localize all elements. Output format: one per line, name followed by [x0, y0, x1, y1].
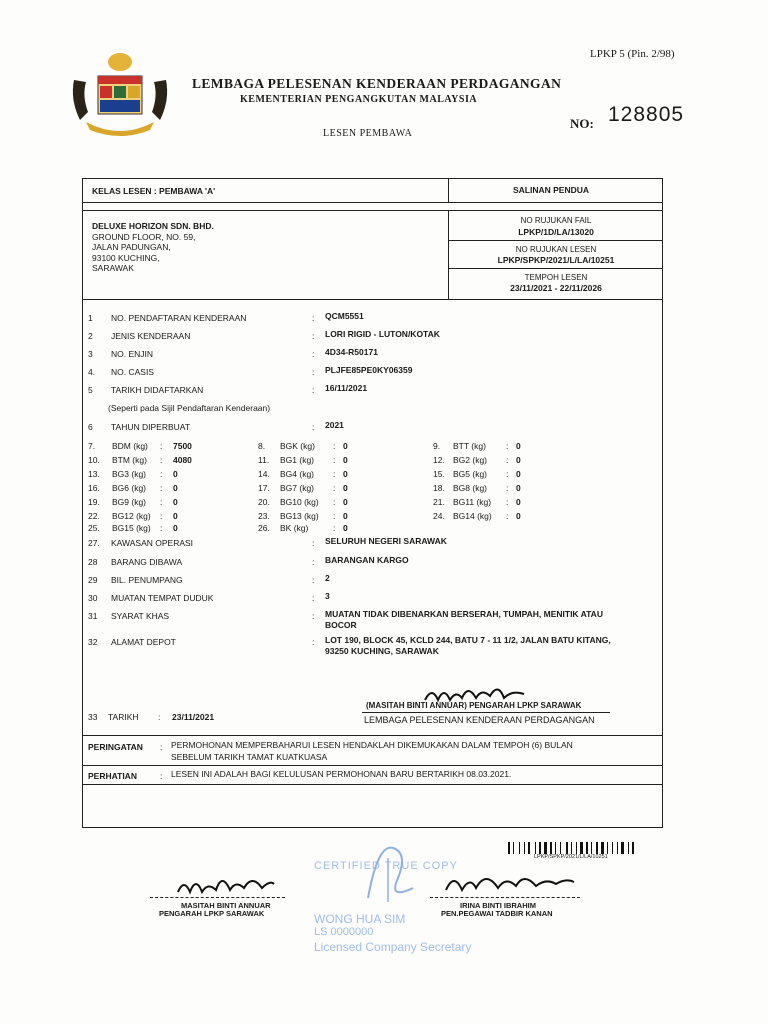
weight-value: 0 — [173, 497, 178, 507]
divider — [82, 210, 663, 211]
item-label: TARIKH DIDAFTARKAN — [111, 385, 204, 395]
signatory-name: (MASITAH BINTI ANNUAR) PENGARAH LPKP SARAWAK — [366, 701, 582, 710]
weight-number: 21. — [433, 497, 445, 507]
weight-value: 0 — [516, 511, 521, 521]
weight-label: BGK (kg) — [280, 441, 315, 451]
divider — [82, 765, 663, 766]
barcode-bar — [601, 842, 604, 854]
weight-number: 17. — [258, 483, 270, 493]
colon: : — [333, 455, 336, 465]
colon: : — [506, 455, 509, 465]
weight-label: BG7 (kg) — [280, 483, 315, 493]
item-number: 30 — [88, 593, 98, 603]
item-value: 4D34-R50171 — [325, 347, 378, 357]
weight-value: 0 — [173, 469, 178, 479]
item-number: 3 — [88, 349, 93, 359]
date-label: TARIKH — [108, 712, 139, 722]
colon: : — [160, 523, 163, 533]
stamp-signature-icon — [358, 838, 428, 908]
licence-ref-label: NO RUJUKAN LESEN — [515, 245, 597, 254]
item-label: JENIS KENDERAAN — [111, 331, 191, 341]
barcode-bar — [508, 842, 510, 854]
weight-label: BG10 (kg) — [280, 497, 319, 507]
warning-label: PERINGATAN — [88, 742, 143, 752]
weight-number: 14. — [258, 469, 270, 479]
divider — [82, 735, 663, 736]
weight-label: BK (kg) — [280, 523, 309, 533]
weight-value: 0 — [516, 455, 521, 465]
date-value: 23/11/2021 — [172, 712, 215, 722]
colon: : — [160, 771, 163, 781]
weight-number: 16. — [88, 483, 100, 493]
stamp-text: Licensed Company Secretary — [314, 940, 472, 954]
serial-number: 128805 — [608, 103, 685, 126]
attention-label: PERHATIAN — [88, 771, 137, 781]
form-reference: LPKP 5 (Pin. 2/98) — [590, 48, 675, 60]
barcode-bar — [513, 842, 514, 854]
colon: : — [312, 538, 315, 548]
weight-number: 7. — [88, 441, 96, 451]
weight-value: 0 — [173, 523, 178, 533]
weight-value: 0 — [173, 483, 178, 493]
weight-number: 13. — [88, 469, 100, 479]
divider — [82, 299, 663, 300]
colon: : — [312, 349, 315, 359]
holder-line: 93100 KUCHING, — [92, 252, 160, 263]
colon: : — [333, 497, 336, 507]
weight-number: 19. — [88, 497, 100, 507]
colon: : — [333, 441, 336, 451]
item-value: LOT 190, BLOCK 45, KCLD 244, BATU 7 - 11 1/2, JALAN BATU KITANG, — [325, 635, 611, 645]
colon: : — [160, 441, 163, 451]
barcode-bar — [566, 842, 568, 854]
barcode-text: LPKP/SPKP/2021/L/LA/10251 — [534, 854, 608, 860]
date-number: 33 — [88, 712, 98, 722]
divider — [448, 268, 663, 269]
weight-number: 12. — [433, 455, 445, 465]
item-number: 2 — [88, 331, 93, 341]
weight-label: BTM (kg) — [112, 455, 147, 465]
malaysia-crest-logo — [60, 50, 180, 140]
weight-value: 0 — [343, 483, 348, 493]
divider — [448, 210, 449, 299]
colon: : — [506, 497, 509, 507]
ministry-title: KEMENTERIAN PENGANGKUTAN MALAYSIA — [240, 94, 478, 105]
colon: : — [160, 497, 163, 507]
item-number: 31 — [88, 611, 98, 621]
barcode-bar — [535, 842, 536, 854]
weight-value: 4080 — [173, 455, 192, 465]
item-value: BARANGAN KARGO — [325, 555, 409, 565]
weight-label: BG11 (kg) — [453, 497, 492, 507]
holder-line: GROUND FLOOR, NO. 59, — [92, 231, 196, 242]
item-value: SELURUH NEGERI SARAWAK — [325, 536, 447, 546]
signature-line — [150, 897, 285, 898]
item-number: 5 — [88, 385, 93, 395]
barcode-bar — [591, 842, 592, 854]
weight-number: 10. — [88, 455, 100, 465]
weight-number: 26. — [258, 523, 270, 533]
weight-value: 0 — [516, 483, 521, 493]
weight-label: BG9 (kg) — [112, 497, 147, 507]
item-number: 27. — [88, 538, 100, 548]
divider — [82, 784, 663, 785]
barcode-bar — [607, 842, 608, 854]
barcode-bar — [621, 842, 624, 854]
colon: : — [506, 441, 509, 451]
colon: : — [312, 611, 315, 621]
item-value: QCM5551 — [325, 311, 364, 321]
item-number: 32 — [88, 637, 98, 647]
colon: : — [312, 575, 315, 585]
barcode-bar — [586, 842, 588, 854]
item-value: 3 — [325, 591, 330, 601]
colon: : — [160, 483, 163, 493]
colon: : — [158, 712, 161, 722]
barcode-bar — [576, 842, 577, 854]
item-value: LORI RIGID - LUTON/KOTAK — [325, 329, 440, 339]
weight-value: 0 — [343, 497, 348, 507]
barcode-bar — [560, 842, 561, 854]
file-ref: LPKP/1D/LA/13020 — [518, 227, 594, 237]
weight-label: BTT (kg) — [453, 441, 486, 451]
period: 23/11/2021 - 22/11/2026 — [510, 283, 602, 293]
colon: : — [312, 557, 315, 567]
colon: : — [333, 469, 336, 479]
licence-class: KELAS LESEN : PEMBAWA 'A' — [92, 186, 216, 196]
left-signatory-title: PENGARAH LPKP SARAWAK — [159, 909, 265, 918]
stamp-text: LS 0000000 — [314, 926, 374, 938]
barcode-bar — [555, 842, 556, 854]
signatory-org: LEMBAGA PELESENAN KENDERAAN PERDAGANGAN — [364, 715, 595, 725]
right-signatory-name: IRINA BINTI IBRAHIM — [460, 901, 536, 910]
weight-label: BG13 (kg) — [280, 511, 319, 521]
barcode-bar — [544, 842, 547, 854]
item-value: MUATAN TIDAK DIBENARKAN BERSERAH, TUMPAH, MENITIK ATAU — [325, 609, 603, 619]
serial-label: NO: — [570, 116, 594, 131]
weight-label: BG5 (kg) — [453, 469, 488, 479]
barcode-icon — [508, 842, 654, 854]
weight-label: BDM (kg) — [112, 441, 148, 451]
warning-text: PERMOHONAN MEMPERBAHARUI LESEN HENDAKLAH DIKEMUKAKAN DALAM TEMPOH (6) BULAN — [171, 740, 573, 750]
file-ref-label: NO RUJUKAN FAIL — [520, 216, 592, 225]
item-value: PLJFE85PE0KY06359 — [325, 365, 413, 375]
weight-number: 9. — [433, 441, 441, 451]
colon: : — [160, 742, 163, 752]
barcode-bar — [612, 842, 613, 854]
colon: : — [160, 455, 163, 465]
item-label: TAHUN DIPERBUAT — [111, 422, 191, 432]
weight-value: 0 — [343, 523, 348, 533]
barcode-bar — [617, 842, 618, 854]
colon: : — [160, 511, 163, 521]
weight-label: BG8 (kg) — [453, 483, 488, 493]
weight-number: 8. — [258, 441, 266, 451]
holder-address — [92, 221, 214, 274]
item-label: SYARAT KHAS — [111, 611, 170, 621]
holder-line: DELUXE HORIZON SDN. BHD. — [92, 221, 214, 231]
copy-label: SALINAN PENDUA — [513, 185, 590, 195]
divider — [448, 178, 449, 202]
item-label: ALAMAT DEPOT — [111, 637, 176, 647]
item-value: BOCOR — [325, 620, 357, 630]
barcode-bar — [550, 842, 552, 854]
weight-value: 0 — [516, 497, 521, 507]
stamp-text: WONG HUA SIM — [314, 912, 406, 926]
weight-number: 18. — [433, 483, 445, 493]
weight-value: 0 — [343, 469, 348, 479]
weight-value: 0 — [516, 441, 521, 451]
colon: : — [333, 511, 336, 521]
weight-value: 0 — [173, 511, 178, 521]
item-number: 4. — [88, 367, 96, 377]
weight-label: BG12 (kg) — [112, 511, 151, 521]
item-label: BARANG DIBAWA — [111, 557, 183, 567]
item-label: NO. ENJIN — [111, 349, 154, 359]
weight-value: 0 — [516, 469, 521, 479]
divider — [448, 240, 663, 241]
holder-line: SARAWAK — [92, 263, 134, 273]
item-label: NO. PENDAFTARAN KENDERAAN — [111, 313, 247, 323]
item-label: NO. CASIS — [111, 367, 154, 377]
attention-text: LESEN INI ADALAH BAGI KELULUSAN PERMOHONAN BARU BERTARIKH 08.03.2021. — [171, 769, 512, 779]
weight-number: 23. — [258, 511, 270, 521]
colon: : — [160, 469, 163, 479]
right-signatory-title: PEN.PEGAWAI TADBIR KANAN — [441, 909, 553, 918]
colon: : — [506, 511, 509, 521]
colon: : — [312, 331, 315, 341]
barcode-bar — [596, 842, 598, 854]
signature-line — [362, 712, 610, 713]
period-label: TEMPOH LESEN — [524, 273, 588, 282]
weight-value: 7500 — [173, 441, 192, 451]
weight-label: BG15 (kg) — [112, 523, 151, 533]
left-signature-icon — [170, 866, 280, 906]
barcode-bar — [539, 842, 541, 854]
item-label: (Seperti pada Sijil Pendaftaran Kenderaan) — [108, 403, 271, 413]
colon: : — [333, 523, 336, 533]
weight-number: 25. — [88, 523, 100, 533]
colon: : — [312, 313, 315, 323]
licence-ref: LPKP/SPKP/2021/L/LA/10251 — [497, 255, 615, 265]
colon: : — [312, 422, 315, 432]
holder-line: JALAN PADUNGAN, — [92, 242, 171, 252]
barcode-bar — [632, 842, 634, 854]
weight-label: BG1 (kg) — [280, 455, 315, 465]
weight-value: 0 — [343, 455, 348, 465]
item-value: 2 — [325, 573, 330, 583]
colon: : — [312, 367, 315, 377]
weight-label: BG2 (kg) — [453, 455, 488, 465]
barcode-bar — [528, 842, 530, 854]
barcode-bar — [628, 842, 629, 854]
signature-line — [430, 897, 580, 898]
colon: : — [506, 483, 509, 493]
colon: : — [312, 385, 315, 395]
weight-number: 24. — [433, 511, 445, 521]
item-number: 29 — [88, 575, 98, 585]
colon: : — [333, 483, 336, 493]
divider — [82, 202, 663, 203]
item-value: 93250 KUCHING, SARAWAK — [325, 646, 439, 656]
colon: : — [312, 593, 315, 603]
left-signatory-name: MASITAH BINTI ANNUAR — [181, 901, 271, 910]
weight-number: 22. — [88, 511, 100, 521]
weight-value: 0 — [343, 441, 348, 451]
agency-title: LEMBAGA PELESENAN KENDERAAN PERDAGANGAN — [192, 76, 562, 91]
stamp-text: CERTIFIED TRUE COPY — [314, 860, 458, 872]
item-number: 28 — [88, 557, 98, 567]
barcode-bar — [524, 842, 525, 854]
item-label: BIL. PENUMPANG — [111, 575, 183, 585]
item-number: 6 — [88, 422, 93, 432]
item-value: 16/11/2021 — [325, 383, 368, 393]
weight-number: 15. — [433, 469, 445, 479]
weight-number: 20. — [258, 497, 270, 507]
warning-text: SEBELUM TARIKH TAMAT KUATKUASA — [171, 752, 328, 762]
weight-label: BG3 (kg) — [112, 469, 147, 479]
weight-label: BG4 (kg) — [280, 469, 315, 479]
barcode-bar — [571, 842, 572, 854]
licence-type: LESEN PEMBAWA — [323, 128, 413, 139]
right-signature-icon — [440, 866, 580, 906]
colon: : — [506, 469, 509, 479]
item-label: MUATAN TEMPAT DUDUK — [111, 593, 214, 603]
barcode-bar — [519, 842, 520, 854]
item-label: KAWASAN OPERASI — [111, 538, 194, 548]
item-value: 2021 — [325, 420, 344, 430]
colon: : — [312, 637, 315, 647]
weight-label: BG6 (kg) — [112, 483, 147, 493]
weight-number: 11. — [258, 455, 270, 465]
item-number: 1 — [88, 313, 93, 323]
barcode-bar — [580, 842, 583, 854]
weight-label: BG14 (kg) — [453, 511, 492, 521]
weight-value: 0 — [343, 511, 348, 521]
